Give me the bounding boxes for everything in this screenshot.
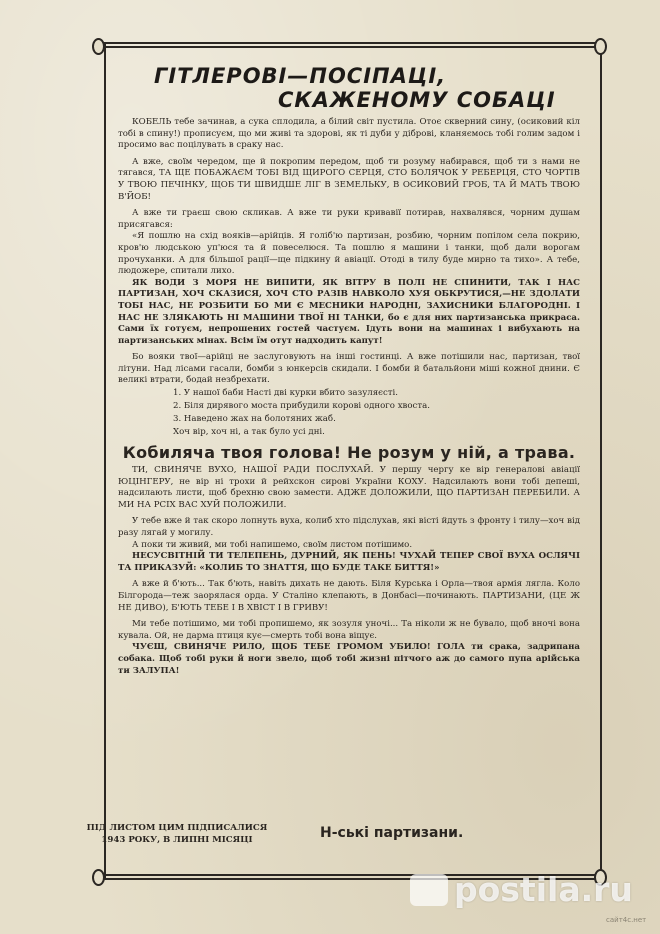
paragraph-5: ЯК ВОДИ З МОРЯ НЕ ВИПИТИ, ЯК ВІТРУ В ПОЛІ НЕ СПИНИТИ, ТАК І НАС ПАРТИЗАН, ХОЧ СКАЗИСЯ, ХОЧ СТО РАЗІВ НАВКОЛО ХУЯ ОБКРУТИСЯ,—НЕ ЗДОЛАТИ ТОБІ НАС, НЕ РОЗБИТИ БО МИ Є МЕСНИКИ НАРОДНІ, ЗАХИСНИКИ БЛАГОРОДНІ. І НАС НЕ ЗЛЯКАЮТЬ НІ МАШИНИ ТВОЇ НІ ТАНКИ, бо є для них партизанська прикраса. Сами їх готуєм, непрошених гостей частуєм. Ідуть вони на машинах і вибухають на партизанських мінах. Всім їм отут надходить капут! bbox=[118, 277, 580, 346]
corner-ornament-top-right bbox=[594, 38, 607, 55]
paragraph-11: А вже й б'ють... Так б'ють, навіть дихать не дають. Біля Курська і Орла—твоя армія лягла. Коло Білгорода—теж заорялася орда. У Сталіно клепають, в Донбасі—починають. ПАРТИЗАНИ, (ЦЕ Ж НЕ ДИВО), Б'ЮТЬ ТЕБЕ І В ХВІСТ І В ГРИВУ! bbox=[118, 579, 580, 613]
paragraph-13: ЧУЄШ, СВИНЯЧЕ РИЛО, ЩОБ ТЕБЕ ГРОМОМ УБИЛО! ГОЛА ти срака, задрипана собака. Щоб тобі руки й ноги звело, щоб тобі жизні пітчого аж до самого пупа арійська ти ЗАЛУПА! bbox=[118, 642, 580, 676]
watermark bbox=[404, 870, 644, 910]
list-item: 1. У нашої баби Насті дві курки вбито зазуляєсті. bbox=[173, 388, 399, 399]
paragraph-6: Бо вояки твої—арійці не заслуговують на інші гостинці. А вже потішили нас, партизан, твої літуни. Над лісами гасали, бомби з юнкерсів скидали. І бомби й батальйони міші кожної днини. Є великі втрати, бодай незбрехати. bbox=[118, 352, 580, 386]
list-item: 2. Біля дирявого моста прибудили корові одного хвоста. bbox=[173, 401, 430, 412]
paragraph-9: А поки ти живий, ми тобі напишемо, своїм листом потішимо. bbox=[132, 539, 413, 550]
list-item: 3. Наведено жах на болотяних жаб. bbox=[173, 414, 336, 425]
watermark-small: сайт4с.нет bbox=[606, 916, 647, 924]
postila-logo-icon bbox=[410, 874, 448, 906]
paragraph-7: ТИ, СВИНЯЧЕ ВУХО, НАШОЇ РАДИ ПОСЛУХАЙ. У першу чергу ке вір генералові авіації ЮЦІНГЕРУ, не вір ні трохи й рейхскон сирові України КОХУ. Надсилають вони тобі депеші, надсилають листи, щоб брехню свою замести. АДЖЕ ДОЛОЖИЛИ, ЩО ПАРТИЗАН ПЕРЕБИЛИ. А МИ НА РСІХ ВАС ХУЙ ПОЛОЖИЛИ. bbox=[118, 465, 580, 510]
losses-list bbox=[173, 387, 580, 439]
paragraph-1: КОБЕЛЬ тебе зачинав, а сука сплодила, а білий світ пустила. Отоє скверний сину, (осиковий кіл тобі в спину!) прописуєм, що ми живі та здорові, як ті дуби у діброві, кланяємось тобі голим задом і просимо вас поцілувать в сраку нас. bbox=[118, 117, 580, 151]
title-line-2: СКАЖЕНОМУ СОБАЦІ bbox=[278, 88, 556, 112]
signature-partisans: Н-ські партизани. bbox=[320, 825, 464, 841]
paragraph-2: А вже, своїм чередом, ще й покропим передом, щоб ти розуму набирався, щоб ти з нами не тягався, ТА ЩЕ ПОБАЖАЄМ ТОБІ ВІД ЩИРОГО СЕРЦЯ, СТО БОЛЯЧОК У РЕБЕРЦЯ, СТО ЧОРТІВ У ТВОЮ ПЕЧІНКУ, ЩОБ ТИ ШВИДШЕ ЛІГ В ЗЕМЕЛЬКУ, В ОСИКОВИЙ ГРОБ, ТА Й МАТЬ ТВОЮ В'ЙОБ! bbox=[118, 156, 580, 202]
title-line-1: ГІТЛЕРОВІ—ПОСІПАЦІ, bbox=[154, 64, 447, 88]
paragraph-3: А вже ти граєш свою скликав. А вже ти руки кривавії потирав, нахвалявся, чорним душам присягався: bbox=[118, 208, 580, 230]
paragraph-10: НЕСУСВІТНІЙ ТИ ТЕЛЕПЕНЬ, ДУРНИЙ, ЯК ПЕНЬ! ЧУХАЙ ТЕПЕР СВОЇ ВУХА ОСЛЯЧІ ТА ПРИКАЗУЙ: «КОЛИБ ТО ЗНАТТЯ, ЩО БУДЕ ТАКЕ БИТТЯ!» bbox=[118, 551, 580, 573]
signature-left bbox=[62, 822, 292, 846]
subheading: Кобиляча твоя голова! Не розум у ній, а трава. bbox=[122, 443, 576, 463]
leaflet-body bbox=[118, 56, 580, 677]
watermark-text: postila.ru bbox=[454, 870, 633, 909]
paragraph-4: «Я пошлю на схід вояків—арійців. Я голіб'ю партизан, розбию, чорним попілом села покрию, кров'ю людською уп'юся та й повеселюся. Та пошлю я машини і танки, щоб дали ворогам прочуханки. А для більшої рації—ще підкину й авіації. Отоді в тилу буде мирно та тихо». А тебе, людожере, спитали лихо. bbox=[118, 231, 580, 277]
paragraph-8: У тебе вже й так скоро лопнуть вуха, колиб хто підслухав, які вісті йдуть з фронту і тилу—хоч від разу лягай у могилу. bbox=[118, 516, 580, 539]
list-tail: Хоч вір, хоч ні, а так було усі дні. bbox=[173, 427, 325, 438]
corner-ornament-top-left bbox=[92, 38, 105, 55]
signature-line-1: ПІД ЛИСТОМ ЦИМ ПІДПИСАЛИСЯ bbox=[86, 823, 268, 833]
signature-line-2: 1943 РОКУ, В ЛИПНІ МІСЯЦІ bbox=[101, 835, 253, 845]
paragraph-12: Ми тебе потішимо, ми тобі пропишемо, як зозуля уночі... Та ніколи ж не бувало, щоб вночі вона кувала. Ой, не дарма птиця кує—смерть тобі вона віщує. bbox=[118, 619, 580, 641]
corner-ornament-bottom-left bbox=[92, 869, 105, 886]
